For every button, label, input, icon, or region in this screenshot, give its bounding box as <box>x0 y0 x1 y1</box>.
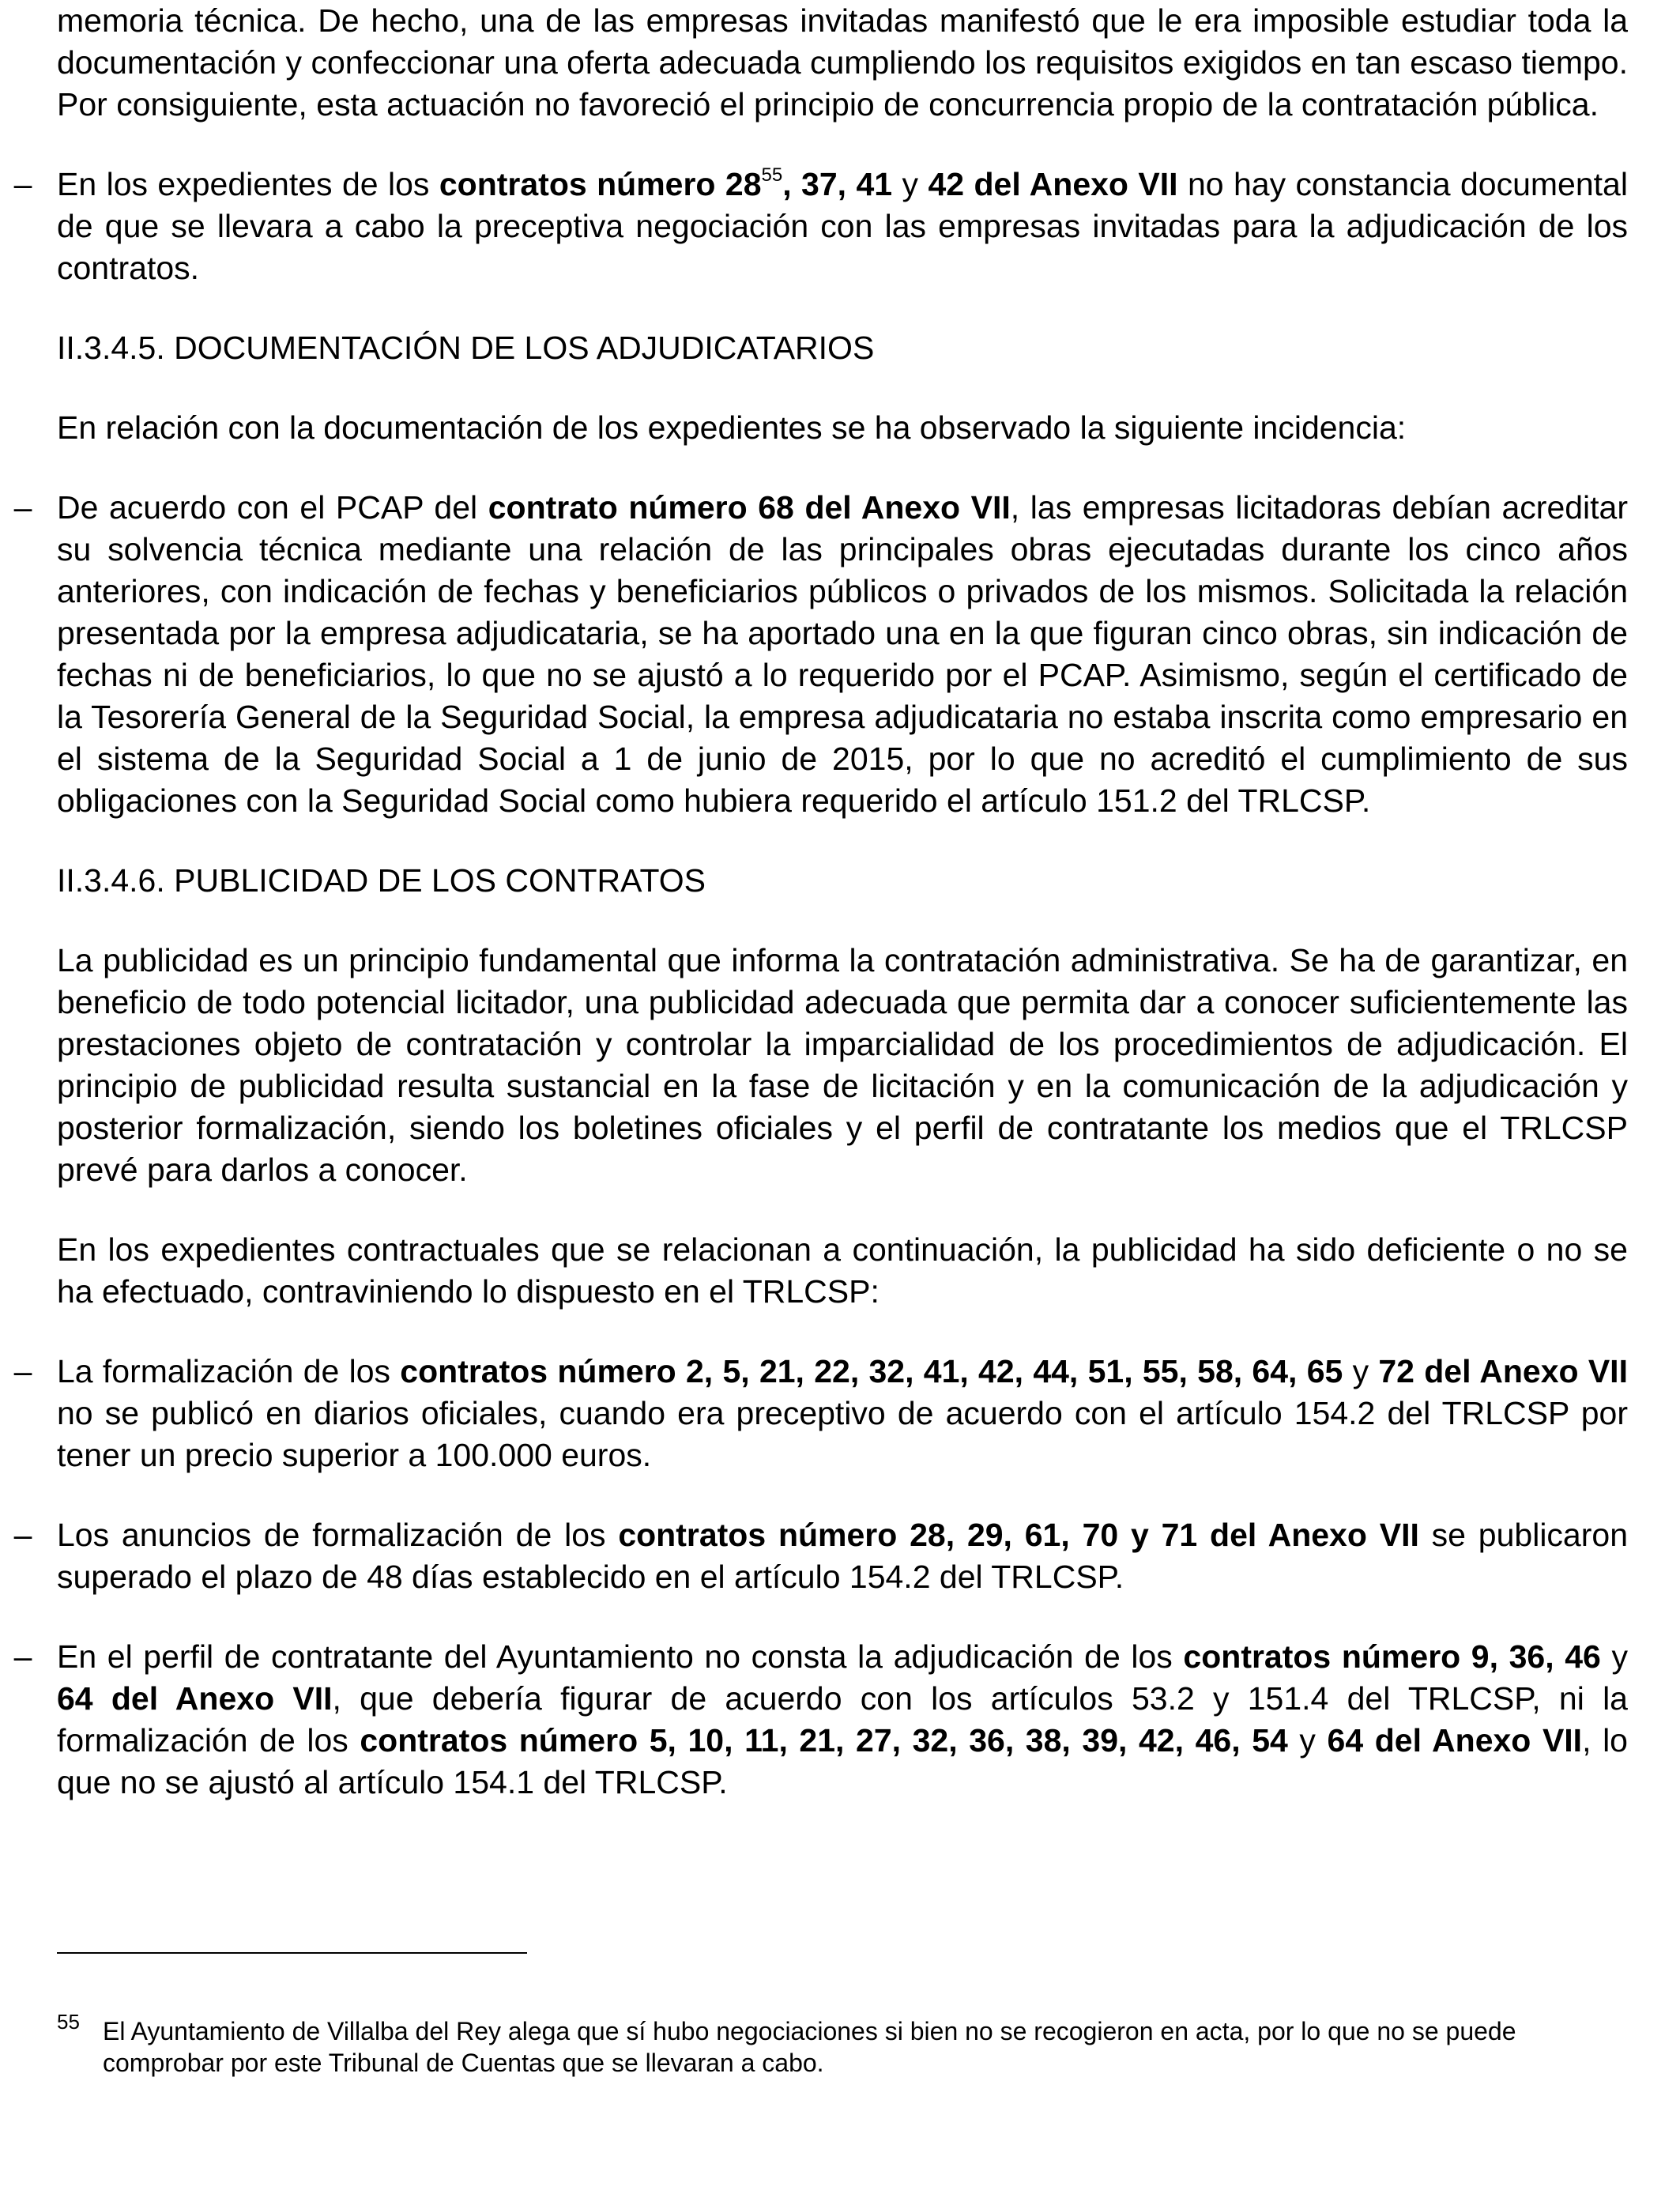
footnote-ref[interactable]: 55 <box>761 164 783 186</box>
list-item-plazo <box>13 1514 1628 1598</box>
paragraph-publicidad-2: En los expedientes contractuales que se relacionan a continuación, la publicidad ha sido deficiente o no se ha efectuado, contraviniendo lo dispuesto en el TRLCSP: <box>57 1231 1628 1310</box>
paragraph-intro: memoria técnica. De hecho, una de las empresas invitadas manifestó que le era imposible estudiar toda la documentación y confeccionar una oferta adecuada cumpliendo los requisitos exigidos en tan escaso tiempo. Por consiguiente, esta actuación no favoreció el principio de concurrencia propio de la contratación pública. <box>57 2 1628 123</box>
list-item-text: La formalización de los contratos número 2, 5, 21, 22, 32, 41, 42, 44, 51, 55, 58, 64, 65 y 72 del Anexo VII no se publicó en diarios oficiales, cuando era preceptivo de acuerdo con el artículo 154.2 del TRLCSP por tener un precio superior a 100.000 euros. <box>57 1353 1628 1473</box>
section-heading-documentacion: II.3.4.5. DOCUMENTACIÓN DE LOS ADJUDICATARIOS <box>57 330 875 366</box>
footnote-text: El Ayuntamiento de Villalba del Rey alega que sí hubo negociaciones si bien no se recogieron en acta, por lo que no se puede comprobar por este Tribunal de Cuentas que se llevaran a cabo. <box>103 2017 1516 2077</box>
list-item-text: De acuerdo con el PCAP del contrato número 68 del Anexo VII, las empresas licitadoras debían acreditar su solvencia técnica mediante una relación de las principales obras ejecutadas durante los cinco años anteriores, con indicación de fechas y beneficiarios públicos o privados de los mismos. Solicitada la relación presentada por la empresa adjudicataria, se ha aportado una en la que figuran cinco obras, sin indicación de fechas ni de beneficiarios, lo que no se ajustó a lo requerido por el PCAP. Asimismo, según el certificado de la Tesorería General de la Seguridad Social, la empresa adjudicataria no estaba inscrita como empresario en el sistema de la Seguridad Social a 1 de junio de 2015, por lo que no acreditó el cumplimiento de sus obligaciones con la Seguridad Social como hubiera requerido el artículo 151.2 del TRLCSP. <box>57 489 1629 819</box>
list-item-text: Los anuncios de formalización de los contratos número 28, 29, 61, 70 y 71 del Anexo VII se publicaron superado el plazo de 48 días establecido en el artículo 154.2 del TRLCSP. <box>57 1517 1628 1595</box>
footnote-separator <box>57 1952 527 1954</box>
document-body <box>13 0 1629 1842</box>
dash-bullet: – <box>13 489 32 526</box>
dash-bullet: – <box>13 1638 32 1675</box>
section-heading-publicidad: II.3.4.6. PUBLICIDAD DE LOS CONTRATOS <box>57 862 706 899</box>
dash-bullet: – <box>13 166 32 202</box>
list-item-text: En los expedientes de los contratos número $28^{55}$, 37, 41 y 42 del Anexo VII no hay constancia documental de que se llevara a cabo la preceptiva negociación con las empresas invitadas para la adjudicación de los contratos. <box>57 164 1628 286</box>
list-item-perfil-contratante <box>13 1636 1628 1804</box>
paragraph-documentacion: En relación con la documentación de los expedientes se ha observado la siguiente incidencia: <box>57 409 1407 446</box>
footnote <box>57 2010 1628 2079</box>
list-item-negociacion <box>13 164 1628 289</box>
list-item-diarios-oficiales <box>13 1351 1628 1476</box>
footnote-number: 55 <box>57 2010 80 2034</box>
list-item-text: En el perfil de contratante del Ayuntamiento no consta la adjudicación de los contratos número 9, 36, 46 y 64 del Anexo VII, que debería figurar de acuerdo con los artículos 53.2 y 151.4 del TRLCSP, ni la formalización de los contratos número 5, 10, 11, 21, 27, 32, 36, 38, 39, 42, 46, 54 y 64 del Anexo VII, lo que no se ajustó al artículo 154.1 del TRLCSP. <box>57 1638 1628 1800</box>
dash-bullet: – <box>13 1517 32 1553</box>
paragraph-publicidad-1: La publicidad es un principio fundamental que informa la contratación administrativa. Se ha de garantizar, en beneficio de todo potencial licitador, una publicidad adecuada que permita dar a conocer suficientemente las prestaciones objeto de contratación y controlar la imparcialidad de los procedimientos de adjudicación. El principio de publicidad resulta sustancial en la fase de licitación y en la comunicación de la adjudicación y posterior formalización, siendo los boletines oficiales y el perfil de contratante los medios que el TRLCSP prevé para darlos a conocer. <box>57 942 1628 1188</box>
dash-bullet: – <box>13 1353 32 1389</box>
list-item-solvencia <box>13 487 1629 822</box>
